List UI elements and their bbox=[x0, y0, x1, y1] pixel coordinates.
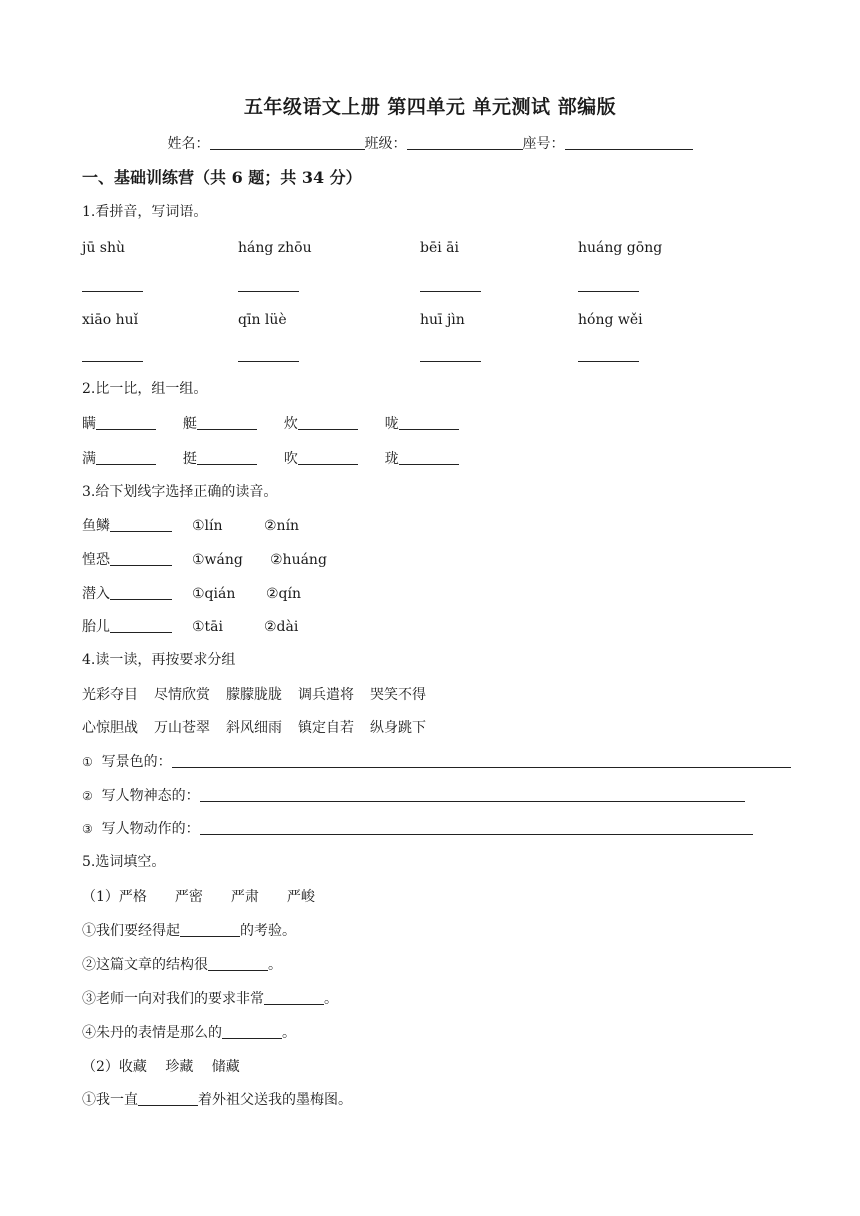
question-4-prompt: 4.读一读，再按要求分组 bbox=[82, 652, 236, 668]
answer-blank[interactable] bbox=[238, 277, 299, 292]
sentence-end: 。 bbox=[324, 991, 338, 1007]
seat-label: 座号： bbox=[522, 136, 565, 152]
answer-blank[interactable] bbox=[110, 618, 172, 633]
group-number: ③ bbox=[82, 822, 93, 836]
pinyin: bēi āi bbox=[420, 240, 459, 256]
answer-blank[interactable] bbox=[200, 787, 745, 802]
answer-blank[interactable] bbox=[197, 415, 257, 430]
pinyin: xiāo huǐ bbox=[82, 312, 139, 328]
option-2: ②qín bbox=[266, 586, 302, 602]
character: 艇 bbox=[182, 416, 197, 432]
answer-blank[interactable] bbox=[110, 517, 172, 532]
idiom: 纵身跳下 bbox=[370, 720, 426, 736]
answer-blank[interactable] bbox=[96, 415, 156, 430]
class-label: 班级： bbox=[364, 136, 407, 152]
option-1: ①lín bbox=[192, 518, 223, 534]
idiom: 哭笑不得 bbox=[370, 687, 426, 703]
pinyin: qīn lüè bbox=[238, 312, 287, 328]
pinyin: jū shù bbox=[82, 240, 126, 256]
character: 珑 bbox=[384, 451, 399, 467]
answer-blank[interactable] bbox=[399, 415, 459, 430]
option-1: ①tāi bbox=[192, 619, 224, 635]
idiom: 光彩夺目 bbox=[82, 687, 138, 703]
word-options: （1）严格 严密 严肃 严峻 bbox=[82, 889, 315, 905]
group-number: ② bbox=[82, 789, 93, 803]
answer-blank[interactable] bbox=[96, 450, 156, 465]
character: 吹 bbox=[283, 451, 298, 467]
character: 挺 bbox=[182, 451, 197, 467]
question-5-prompt: 5.选词填空。 bbox=[82, 854, 166, 870]
answer-blank[interactable] bbox=[110, 585, 172, 600]
pronunciation-item bbox=[82, 585, 302, 603]
pinyin: háng zhōu bbox=[238, 240, 312, 256]
idiom: 万山苍翠 bbox=[154, 720, 210, 736]
answer-blank[interactable] bbox=[238, 347, 299, 362]
answer-blank[interactable] bbox=[399, 450, 459, 465]
idiom: 镇定自若 bbox=[298, 720, 354, 736]
sentence-end: 。 bbox=[268, 957, 282, 973]
sentence-end: 着外祖父送我的墨梅图。 bbox=[198, 1092, 352, 1108]
answer-blank[interactable] bbox=[180, 922, 240, 937]
option-1: ①wáng bbox=[192, 552, 243, 568]
option-2: ②dài bbox=[264, 619, 299, 635]
word: 惶恐 bbox=[82, 552, 110, 568]
group-label: 写人物动作的： bbox=[101, 821, 200, 837]
answer-blank[interactable] bbox=[172, 753, 791, 768]
character: 炊 bbox=[283, 416, 298, 432]
pronunciation-item bbox=[82, 517, 300, 535]
word: 鱼鳞 bbox=[82, 518, 110, 534]
pinyin: huī jìn bbox=[420, 312, 465, 328]
word: 潜入 bbox=[82, 586, 110, 602]
answer-blank[interactable] bbox=[208, 956, 268, 971]
answer-blank[interactable] bbox=[298, 450, 358, 465]
answer-blank[interactable] bbox=[138, 1091, 198, 1106]
idiom: 尽情欣赏 bbox=[154, 687, 210, 703]
option-2: ②nín bbox=[264, 518, 300, 534]
page-title: 五年级语文上册 第四单元 单元测试 部编版 bbox=[243, 96, 617, 118]
class-blank[interactable] bbox=[407, 135, 523, 150]
answer-blank[interactable] bbox=[420, 277, 481, 292]
group-line bbox=[82, 753, 791, 771]
word: 胎儿 bbox=[82, 619, 110, 635]
group-line bbox=[82, 787, 745, 805]
sentence-start: ③老师一向对我们的要求非常 bbox=[82, 991, 264, 1007]
answer-blank[interactable] bbox=[420, 347, 481, 362]
section-heading: 一、基础训练营（共 6 题；共 34 分） bbox=[82, 168, 362, 187]
pinyin: huáng gōng bbox=[578, 240, 663, 256]
option-1: ①qián bbox=[192, 586, 236, 602]
character: 咙 bbox=[384, 416, 399, 432]
answer-blank[interactable] bbox=[222, 1024, 282, 1039]
answer-blank[interactable] bbox=[298, 415, 358, 430]
sentence-start: ①我们要经得起 bbox=[82, 923, 180, 939]
sentence-end: 的考验。 bbox=[240, 923, 296, 939]
sentence-start: ②这篇文章的结构很 bbox=[82, 957, 208, 973]
seat-blank[interactable] bbox=[565, 135, 693, 150]
sentence-start: ④朱丹的表情是那么的 bbox=[82, 1025, 222, 1041]
fill-sentence bbox=[82, 922, 296, 940]
pinyin: hóng wěi bbox=[578, 312, 643, 328]
name-blank[interactable] bbox=[210, 135, 365, 150]
fill-sentence bbox=[82, 956, 282, 974]
word-bank-row bbox=[82, 719, 426, 737]
answer-blank[interactable] bbox=[264, 990, 324, 1005]
question-3-prompt: 3.给下划线字选择正确的读音。 bbox=[82, 484, 278, 500]
pronunciation-item bbox=[82, 551, 327, 569]
word-bank-row bbox=[82, 686, 426, 704]
answer-blank[interactable] bbox=[200, 820, 753, 835]
name-label: 姓名： bbox=[167, 136, 210, 152]
fill-sentence bbox=[82, 1024, 296, 1042]
pronunciation-item bbox=[82, 618, 299, 636]
fill-sentence bbox=[82, 1091, 352, 1109]
compare-row bbox=[82, 450, 459, 468]
student-info-line bbox=[0, 135, 860, 153]
group-label: 写人物神态的： bbox=[101, 788, 200, 804]
fill-sentence bbox=[82, 990, 338, 1008]
sentence-end: 。 bbox=[282, 1025, 296, 1041]
group-line bbox=[82, 820, 753, 838]
option-2: ②huáng bbox=[270, 552, 327, 568]
idiom: 调兵遣将 bbox=[298, 687, 354, 703]
question-1-prompt: 1.看拼音，写词语。 bbox=[82, 204, 208, 220]
idiom: 朦朦胧胧 bbox=[226, 687, 282, 703]
compare-row bbox=[82, 415, 459, 433]
character: 瞒 bbox=[82, 416, 96, 432]
idiom: 心惊胆战 bbox=[82, 720, 138, 736]
answer-blank[interactable] bbox=[197, 450, 257, 465]
group-label: 写景色的： bbox=[101, 754, 172, 770]
answer-blank[interactable] bbox=[578, 347, 639, 362]
answer-blank[interactable] bbox=[110, 551, 172, 566]
word-options: （2）收藏 珍藏 储藏 bbox=[82, 1059, 240, 1075]
answer-blank[interactable] bbox=[82, 347, 143, 362]
answer-blank[interactable] bbox=[578, 277, 639, 292]
idiom: 斜风细雨 bbox=[226, 720, 282, 736]
character: 满 bbox=[82, 451, 96, 467]
question-2-prompt: 2.比一比，组一组。 bbox=[82, 381, 208, 397]
sentence-start: ①我一直 bbox=[82, 1092, 138, 1108]
group-number: ① bbox=[82, 755, 93, 769]
answer-blank[interactable] bbox=[82, 277, 143, 292]
